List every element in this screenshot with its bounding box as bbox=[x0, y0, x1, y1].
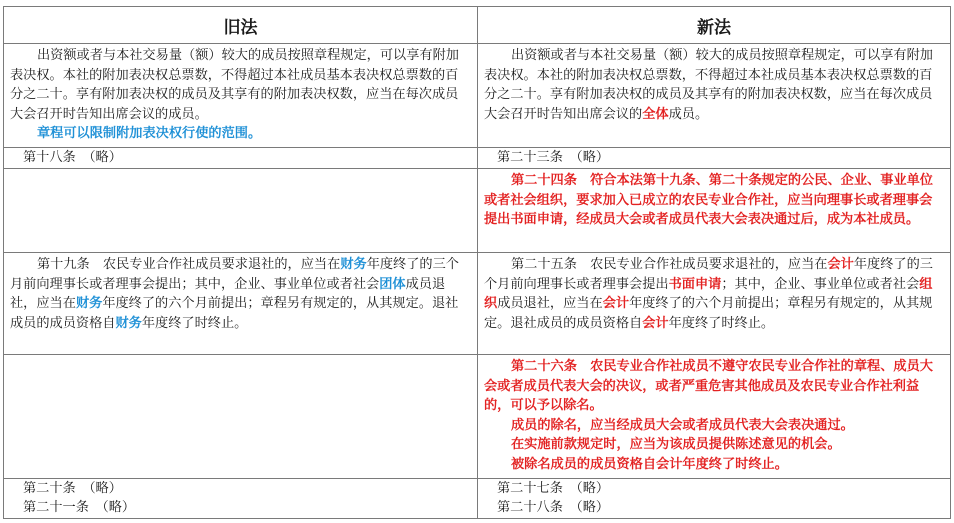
new-added-paragraph: 被除名成员的成员资格自会计年度终了时终止。 bbox=[511, 456, 788, 472]
article-omitted: 第二十七条 （略） bbox=[497, 480, 610, 496]
old-removed-clause: 章程可以限制附加表决权行使的范围。 bbox=[37, 126, 262, 142]
table-row bbox=[4, 252, 951, 354]
table-row bbox=[4, 354, 951, 478]
new-article-cell bbox=[478, 168, 951, 252]
new-article-cell bbox=[478, 354, 951, 478]
old-article-text: 第十九条 农民专业合作社成员要求退社的，应当在财务年度终了的三个月前向理事长或者理事会提出；其中，企业、事业单位或者社会团体成员退社，应当在财务年度终了的六个月前提出；章程另有规定的，从其规定。退社成员的成员资格自财务年度终了时终止。 bbox=[10, 256, 459, 331]
new-article-text: 出资额或者与本社交易量（额）较大的成员按照章程规定，可以享有附加表决权。本社的附加表决权总票数，不得超过本社成员基本表决权总票数的百分之二十。享有附加表决权的成员及其享有的附加表决权数，应当在每次成员大会召开时告知出席会议的全体成员。 bbox=[484, 48, 933, 122]
old-article-cell bbox=[4, 147, 478, 168]
new-article-cell bbox=[478, 478, 951, 518]
new-article-text: 第二十五条 农民专业合作社成员要求退社的，应当在会计年度终了的三个月前向理事长或者理事会提出书面申请；其中，企业、事业单位或者社会组织成员退社，应当在会计年度终了的六个月前提出；章程另有规定的，从其规定。退社成员的成员资格自会计年度终了时终止。 bbox=[484, 256, 933, 331]
new-added-paragraph: 成员的除名，应当经成员大会或者成员代表大会表决通过。 bbox=[511, 417, 854, 433]
new-added-article: 第二十四条 符合本法第十九条、第二十条规定的公民、企业、事业单位或者社会组织，要求加入已成立的农民专业合作社，应当向理事长或者理事会提出书面申请，经成员大会或者成员代表大会表决通过后，成为本社成员。 bbox=[484, 172, 933, 228]
old-article-cell bbox=[4, 478, 478, 518]
article-omitted: 第二十一条 （略） bbox=[23, 500, 136, 516]
table-row bbox=[4, 168, 951, 252]
new-law-header: 新法 bbox=[478, 7, 951, 44]
old-law-header: 旧法 bbox=[4, 7, 478, 44]
changed-word: 全体 bbox=[642, 106, 669, 122]
new-added-paragraph: 在实施前款规定时，应当为该成员提供陈述意见的机会。 bbox=[511, 437, 841, 453]
old-article-cell bbox=[4, 44, 478, 148]
changed-word: 会计 bbox=[602, 296, 630, 312]
changed-word: 组织 bbox=[484, 276, 933, 312]
table-row bbox=[4, 147, 951, 168]
old-article-cell-empty bbox=[4, 168, 478, 252]
new-article-cell bbox=[478, 44, 951, 148]
changed-word: 财务 bbox=[340, 256, 367, 272]
changed-word: 财务 bbox=[115, 315, 142, 331]
changed-word: 会计 bbox=[642, 315, 669, 331]
changed-word: 书面申请 bbox=[668, 276, 722, 292]
law-comparison-table bbox=[3, 6, 951, 519]
changed-word: 会计 bbox=[827, 256, 854, 272]
changed-word: 财务 bbox=[75, 296, 103, 312]
article-omitted: 第二十三条 （略） bbox=[497, 149, 610, 165]
old-article-cell-empty bbox=[4, 354, 478, 478]
header-row bbox=[4, 7, 951, 44]
table-row bbox=[4, 44, 951, 148]
changed-word: 团体 bbox=[379, 276, 406, 292]
old-article-cell bbox=[4, 252, 478, 354]
article-omitted: 第十八条 （略） bbox=[23, 149, 122, 165]
article-omitted: 第二十八条 （略） bbox=[497, 500, 610, 516]
new-article-cell bbox=[478, 147, 951, 168]
old-article-text: 出资额或者与本社交易量（额）较大的成员按照章程规定，可以享有附加表决权。本社的附加表决权总票数，不得超过本社成员基本表决权总票数的百分之二十。享有附加表决权的成员及其享有的附加表决权数，应当在每次成员大会召开时告知出席会议的成员。 bbox=[10, 48, 459, 122]
article-omitted: 第二十条 （略） bbox=[23, 480, 122, 496]
table-row bbox=[4, 478, 951, 518]
new-added-article: 第二十六条 农民专业合作社成员不遵守农民专业合作社的章程、成员大会或者成员代表大会的决议，或者严重危害其他成员及农民专业合作社利益的，可以予以除名。 bbox=[484, 358, 933, 414]
new-article-cell bbox=[478, 252, 951, 354]
